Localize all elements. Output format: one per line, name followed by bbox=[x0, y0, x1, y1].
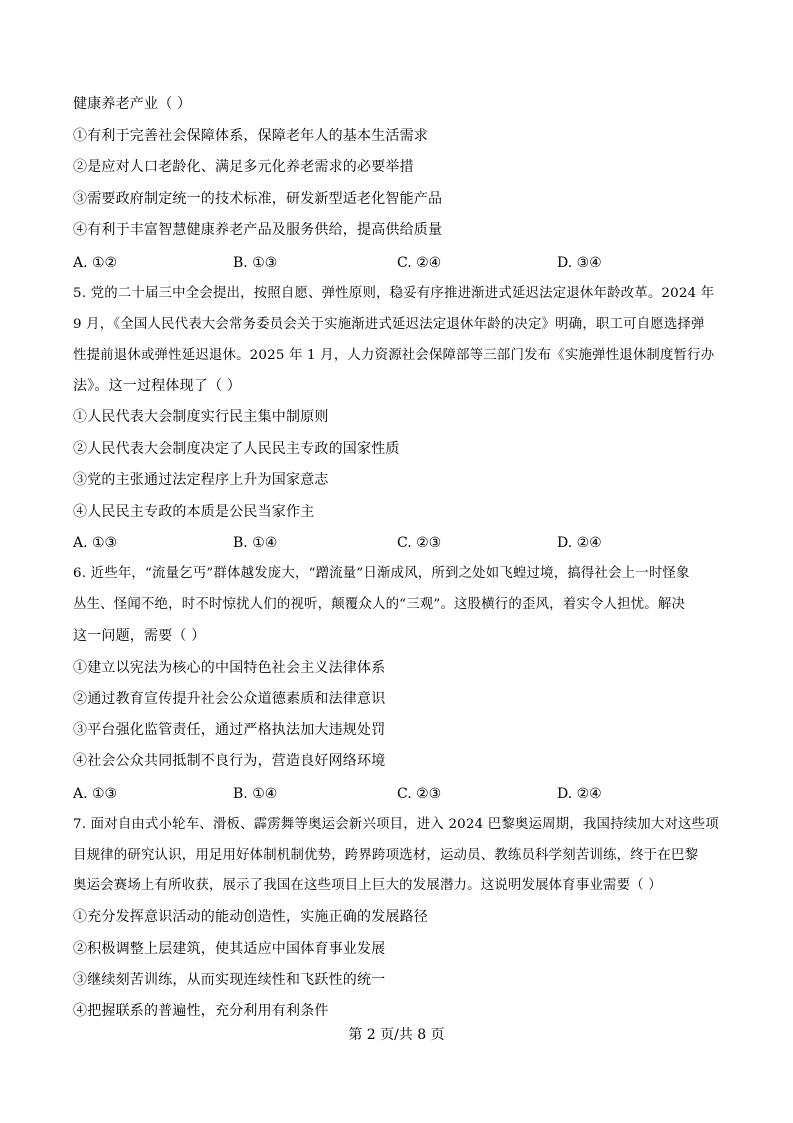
q6-item-1: ①建立以宪法为核心的中国特色社会主义法律体系 bbox=[73, 660, 386, 676]
q6-item-3: ③平台强化监管责任，通过严格执法加大违规处罚 bbox=[73, 722, 386, 738]
q6-option-a[interactable]: A. ①③ bbox=[73, 786, 118, 802]
q6-stem-line-2: 丛生、怪闻不绝，时不时惊扰人们的视听，颠覆众人的“三观”。这股横行的歪风，着实令人担忧。解决 bbox=[73, 597, 686, 612]
q7-item-3: ③继续刻苦训练，从而实现连续性和飞跃性的统一 bbox=[73, 972, 386, 988]
q6-stem-line-3: 这一问题，需要（ ） bbox=[73, 628, 206, 644]
q6-option-c[interactable]: C. ②③ bbox=[397, 786, 442, 802]
q5-option-a[interactable]: A. ①③ bbox=[73, 535, 118, 551]
q4-item-3: ③需要政府制定统一的技术标准，研发新型适老化智能产品 bbox=[73, 191, 443, 207]
q6-option-d[interactable]: D. ②④ bbox=[557, 786, 602, 802]
q6-option-b[interactable]: B. ①④ bbox=[233, 786, 278, 802]
q6-item-4: ④社会公众共同抵制不良行为，营造良好网络环境 bbox=[73, 753, 386, 769]
q4-option-a[interactable]: A. ①② bbox=[73, 255, 118, 271]
q5-stem-line-3: 性提前退休或弹性延迟退休。2025 年 1 月，人力资源社会保障部等三部门发布《实施弹性退休制度暂行办 bbox=[73, 348, 715, 363]
q7-stem-line-3: 奥运会赛场上有所收获，展示了我国在这些项目上巨大的发展潜力。这说明发展体育事业需要（ ） bbox=[73, 878, 662, 893]
q5-option-d[interactable]: D. ②④ bbox=[557, 535, 602, 551]
q5-item-4: ④人民民主专政的本质是公民当家作主 bbox=[73, 504, 315, 520]
q5-stem-line-1: 5. 党的二十届三中全会提出，按照自愿、弹性原则，稳妥有序推进渐进式延迟法定退休年龄改革。2024 年 bbox=[73, 286, 715, 301]
q5-option-c[interactable]: C. ②③ bbox=[397, 535, 442, 551]
q4-option-b[interactable]: B. ①③ bbox=[233, 255, 278, 271]
q7-stem-line-2: 目规律的研究认识，用足用好体制机制优势，跨界跨项选材，运动员、教练员科学刻苦训练，终于在巴黎 bbox=[73, 848, 699, 863]
q7-item-2: ②积极调整上层建筑，使其适应中国体育事业发展 bbox=[73, 941, 386, 957]
q5-stem-line-2: 9 月，《全国人民代表大会常务委员会关于实施渐进式延迟法定退休年龄的决定》明确，职工可自愿选择弹 bbox=[73, 317, 705, 332]
q7-item-4: ④把握联系的普遍性，充分利用有利条件 bbox=[73, 1003, 329, 1019]
page-number-footer: 第 2 页/共 8 页 bbox=[348, 1027, 445, 1043]
q5-item-1: ①人民代表大会制度实行民主集中制原则 bbox=[73, 409, 329, 425]
q4-item-1: ①有利于完善社会保障体系，保障老年人的基本生活需求 bbox=[73, 128, 428, 144]
q4-item-4: ④有利于丰富智慧健康养老产品及服务供给，提高供给质量 bbox=[73, 222, 443, 238]
q5-item-2: ②人民代表大会制度决定了人民民主专政的国家性质 bbox=[73, 441, 400, 457]
q7-item-1: ①充分发挥意识活动的能动创造性，实施正确的发展路径 bbox=[73, 909, 428, 925]
q5-stem-line-4: 法》。这一过程体现了（ ） bbox=[73, 378, 242, 394]
q6-item-2: ②通过教育宣传提升社会公众道德素质和法律意识 bbox=[73, 691, 386, 707]
q4-stem-tail: 健康养老产业（ ） bbox=[73, 96, 192, 112]
q5-item-3: ③党的主张通过法定程序上升为国家意志 bbox=[73, 472, 329, 488]
q4-option-d[interactable]: D. ③④ bbox=[557, 255, 602, 271]
q4-option-c[interactable]: C. ②④ bbox=[397, 255, 442, 271]
q4-item-2: ②是应对人口老龄化、满足多元化养老需求的必要举措 bbox=[73, 159, 414, 175]
q5-option-b[interactable]: B. ①④ bbox=[233, 535, 278, 551]
q7-stem-line-1: 7. 面对自由式小轮车、滑板、霹雳舞等奥运会新兴项目，进入 2024 巴黎奥运周期，我国持续加大对这些项 bbox=[73, 817, 719, 832]
q6-stem-line-1: 6. 近些年，“流量乞丐”群体越发庞大，“蹭流量”日渐成风，所到之处如飞蝗过境，搞得社会上一时怪象 bbox=[73, 566, 690, 581]
